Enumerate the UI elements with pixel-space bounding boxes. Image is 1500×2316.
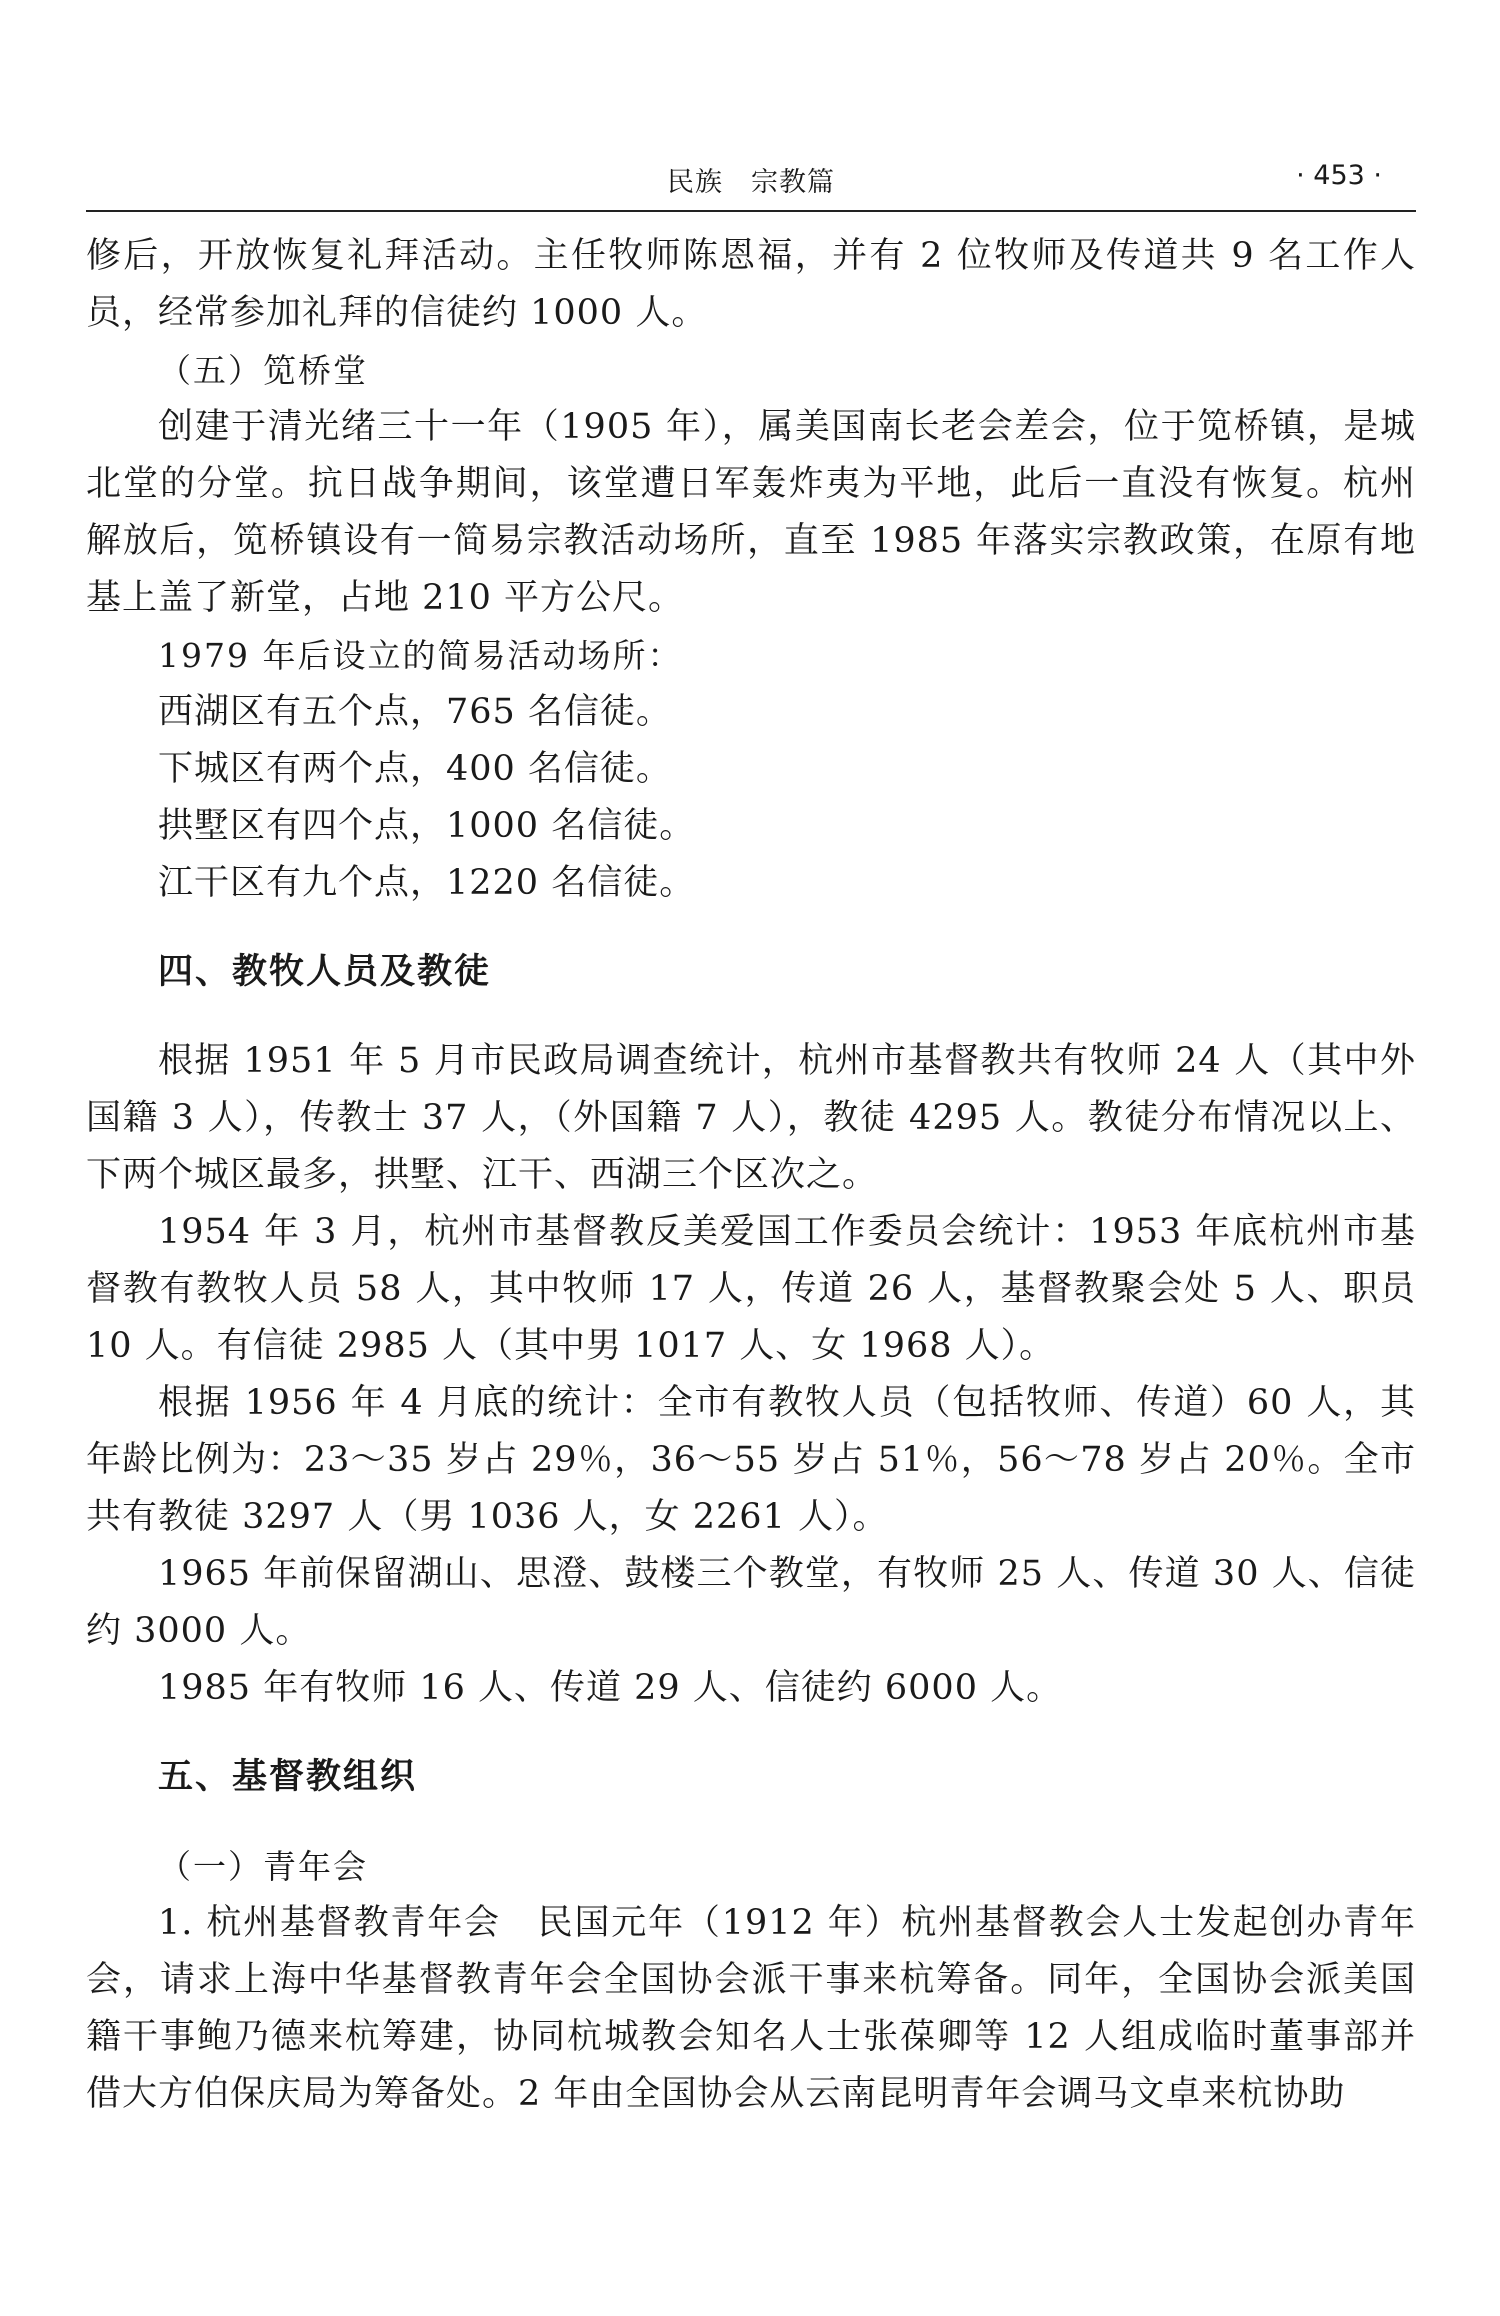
list-item: 拱墅区有四个点，1000 名信徒。 bbox=[158, 806, 696, 846]
paragraph-1985-stats: 1985 年有牧师 16 人、传道 29 人、信徒约 6000 人。 bbox=[158, 1668, 1063, 1708]
subheading-jianqiao-church: （五）笕桥堂 bbox=[158, 351, 368, 390]
paragraph-continuation: 修后，开放恢复礼拜活动。主任牧师陈恩福，并有 2 位牧师及传道共 9 名工作人员，经常参加礼拜的信徒约 1000 人。 bbox=[86, 236, 1416, 333]
section-heading-organizations: 五、基督教组织 bbox=[158, 1757, 418, 1797]
paragraph-jianqiao-history: 创建于清光绪三十一年（1905 年），属美国南长老会差会，位于笕桥镇，是城北堂的分堂。抗日战争期间，该堂遭日军轰炸夷为平地，此后一直没有恢复。杭州解放后，笕桥镇设有一简易宗教活动场所，直至 1985 年落实宗教政策，在原有地基上盖了新堂，占地 210 平方公尺。 bbox=[86, 407, 1416, 618]
running-header-title: 民族 宗教篇 bbox=[667, 167, 835, 198]
page-body bbox=[86, 228, 1416, 2123]
page-header bbox=[86, 160, 1416, 206]
paragraph-simple-sites-intro: 1979 年后设立的简易活动场所： bbox=[158, 636, 683, 675]
subheading-ymca: （一）青年会 bbox=[158, 1847, 368, 1886]
list-item: 下城区有两个点，400 名信徒。 bbox=[158, 749, 672, 789]
header-rule bbox=[86, 210, 1416, 212]
list-item: 江干区有九个点，1220 名信徒。 bbox=[158, 863, 696, 903]
list-item: 西湖区有五个点，765 名信徒。 bbox=[158, 692, 672, 732]
section-heading-clergy: 四、教牧人员及教徒 bbox=[158, 952, 492, 992]
paragraph-hangzhou-ymca: 1. 杭州基督教青年会 民国元年（1912 年）杭州基督教会人士发起创办青年会，请求上海中华基督教青年会全国协会派干事来杭筹备。同年，全国协会派美国籍干事鲍乃德来杭筹建，协同杭城教会知名人士张葆卿等 12 人组成临时董事部并借大方伯保庆局为筹备处。2 年由全国协会从云南昆明青年会调马文卓来杭协助 bbox=[86, 1903, 1416, 2114]
paragraph-1956-stats: 根据 1956 年 4 月底的统计：全市有教牧人员（包括牧师、传道）60 人，其年龄比例为：23～35 岁占 29％，36～55 岁占 51％，56～78 岁占 20％。全市共有教徒 3297 人（男 1036 人，女 2261 人）。 bbox=[86, 1383, 1416, 1537]
paragraph-1954-stats: 1954 年 3 月，杭州市基督教反美爱国工作委员会统计：1953 年底杭州市基督教有教牧人员 58 人，其中牧师 17 人，传道 26 人，基督教聚会处 5 人、职员 10 人。有信徒 2985 人（其中男 1017 人、女 1968 人）。 bbox=[86, 1212, 1416, 1366]
paragraph-1951-stats: 根据 1951 年 5 月市民政局调查统计，杭州市基督教共有牧师 24 人（其中外国籍 3 人），传教士 37 人，（外国籍 7 人），教徒 4295 人。教徒分布情况以上、下两个城区最多，拱墅、江干、西湖三个区次之。 bbox=[86, 1041, 1416, 1195]
paragraph-1965-stats: 1965 年前保留湖山、思澄、鼓楼三个教堂，有牧师 25 人、传道 30 人、信徒约 3000 人。 bbox=[86, 1554, 1416, 1651]
page-number: · 453 · bbox=[1296, 160, 1382, 191]
